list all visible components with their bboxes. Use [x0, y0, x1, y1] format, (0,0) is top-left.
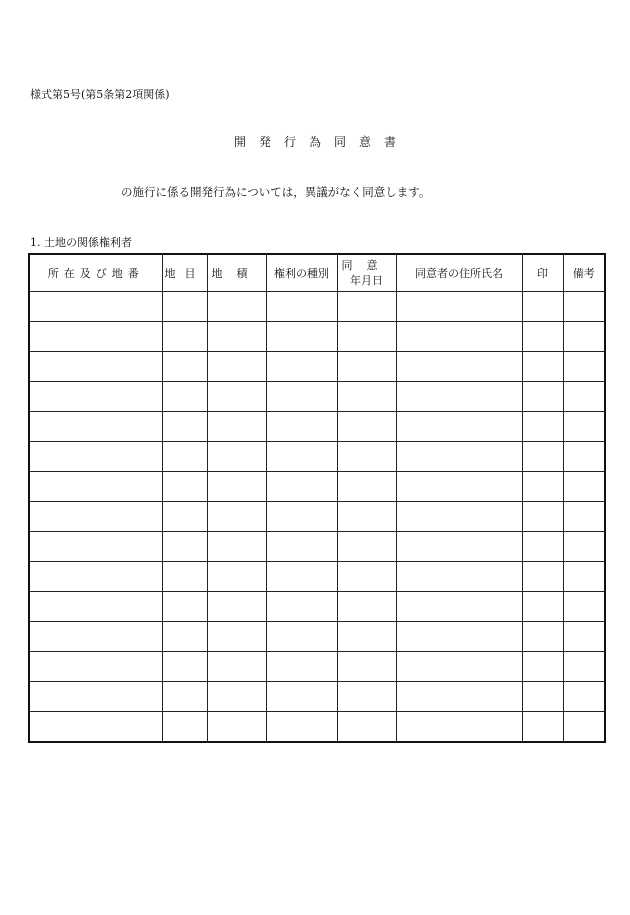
- header-consent-line2: 年月日: [350, 274, 383, 287]
- cell-right-type[interactable]: [266, 352, 337, 382]
- cell-area[interactable]: [207, 652, 266, 682]
- header-right-type: 権利の種別: [266, 254, 337, 292]
- cell-area[interactable]: [207, 622, 266, 652]
- cell-consent-date[interactable]: [337, 712, 396, 743]
- header-seal: 印: [522, 254, 563, 292]
- cell-seal[interactable]: [522, 502, 563, 532]
- cell-location[interactable]: [29, 292, 162, 322]
- cell-consenter[interactable]: [396, 532, 522, 562]
- cell-right-type[interactable]: [266, 622, 337, 652]
- cell-area[interactable]: [207, 502, 266, 532]
- header-consent-date: [337, 254, 396, 292]
- header-remarks: 備考: [563, 254, 605, 292]
- table-row: [29, 292, 605, 322]
- cell-land-category[interactable]: [162, 712, 207, 743]
- cell-right-type[interactable]: [266, 442, 337, 472]
- cell-consenter[interactable]: [396, 352, 522, 382]
- cell-remarks[interactable]: [563, 682, 605, 712]
- table-row: [29, 682, 605, 712]
- cell-area[interactable]: [207, 532, 266, 562]
- cell-right-type[interactable]: [266, 292, 337, 322]
- table-row: [29, 412, 605, 442]
- cell-remarks[interactable]: [563, 412, 605, 442]
- table-row: [29, 532, 605, 562]
- cell-area[interactable]: [207, 592, 266, 622]
- cell-location[interactable]: [29, 412, 162, 442]
- cell-location[interactable]: [29, 622, 162, 652]
- table-row: [29, 352, 605, 382]
- cell-consent-date[interactable]: [337, 682, 396, 712]
- cell-land-category[interactable]: [162, 322, 207, 352]
- cell-seal[interactable]: [522, 292, 563, 322]
- cell-seal[interactable]: [522, 412, 563, 442]
- cell-land-category[interactable]: [162, 562, 207, 592]
- cell-seal[interactable]: [522, 322, 563, 352]
- cell-consenter[interactable]: [396, 652, 522, 682]
- table-row: [29, 502, 605, 532]
- cell-remarks[interactable]: [563, 532, 605, 562]
- cell-remarks[interactable]: [563, 322, 605, 352]
- cell-location[interactable]: [29, 562, 162, 592]
- cell-consent-date[interactable]: [337, 652, 396, 682]
- cell-consenter[interactable]: [396, 322, 522, 352]
- cell-area[interactable]: [207, 382, 266, 412]
- cell-area[interactable]: [207, 442, 266, 472]
- cell-area[interactable]: [207, 292, 266, 322]
- table-row: [29, 592, 605, 622]
- cell-land-category[interactable]: [162, 292, 207, 322]
- cell-remarks[interactable]: [563, 622, 605, 652]
- cell-right-type[interactable]: [266, 682, 337, 712]
- cell-seal[interactable]: [522, 712, 563, 743]
- cell-consenter[interactable]: [396, 472, 522, 502]
- cell-land-category[interactable]: [162, 682, 207, 712]
- cell-seal[interactable]: [522, 532, 563, 562]
- cell-remarks[interactable]: [563, 472, 605, 502]
- cell-area[interactable]: [207, 472, 266, 502]
- cell-consenter[interactable]: [396, 382, 522, 412]
- cell-consent-date[interactable]: [337, 382, 396, 412]
- cell-consenter[interactable]: [396, 682, 522, 712]
- cell-consent-date[interactable]: [337, 502, 396, 532]
- cell-remarks[interactable]: [563, 592, 605, 622]
- cell-consent-date[interactable]: [337, 562, 396, 592]
- cell-seal[interactable]: [522, 652, 563, 682]
- table-header-row: [29, 254, 605, 292]
- cell-right-type[interactable]: [266, 382, 337, 412]
- cell-seal[interactable]: [522, 622, 563, 652]
- cell-right-type[interactable]: [266, 712, 337, 743]
- cell-consenter[interactable]: [396, 412, 522, 442]
- cell-right-type[interactable]: [266, 322, 337, 352]
- cell-location[interactable]: [29, 442, 162, 472]
- cell-area[interactable]: [207, 352, 266, 382]
- cell-location[interactable]: [29, 502, 162, 532]
- cell-consenter[interactable]: [396, 622, 522, 652]
- header-location: 所在及び地番: [29, 254, 162, 292]
- cell-consenter[interactable]: [396, 712, 522, 743]
- cell-remarks[interactable]: [563, 292, 605, 322]
- cell-land-category[interactable]: [162, 382, 207, 412]
- cell-remarks[interactable]: [563, 712, 605, 743]
- consent-statement: の施行に係る開発行為については，異議がなく同意します。: [121, 185, 431, 199]
- cell-seal[interactable]: [522, 592, 563, 622]
- cell-seal[interactable]: [522, 352, 563, 382]
- cell-location[interactable]: [29, 382, 162, 412]
- table-row: [29, 712, 605, 743]
- header-consent-line1: 同意: [341, 259, 392, 272]
- cell-location[interactable]: [29, 712, 162, 743]
- cell-land-category[interactable]: [162, 442, 207, 472]
- cell-right-type[interactable]: [266, 652, 337, 682]
- cell-location[interactable]: [29, 472, 162, 502]
- cell-area[interactable]: [207, 562, 266, 592]
- cell-seal[interactable]: [522, 562, 563, 592]
- cell-consent-date[interactable]: [337, 622, 396, 652]
- cell-area[interactable]: [207, 712, 266, 743]
- cell-remarks[interactable]: [563, 502, 605, 532]
- cell-consent-date[interactable]: [337, 532, 396, 562]
- cell-consenter[interactable]: [396, 442, 522, 472]
- cell-land-category[interactable]: [162, 652, 207, 682]
- table-row: [29, 652, 605, 682]
- cell-right-type[interactable]: [266, 502, 337, 532]
- cell-land-category[interactable]: [162, 532, 207, 562]
- cell-consent-date[interactable]: [337, 592, 396, 622]
- cell-consenter[interactable]: [396, 592, 522, 622]
- cell-land-category[interactable]: [162, 592, 207, 622]
- table-row: [29, 322, 605, 352]
- cell-right-type[interactable]: [266, 532, 337, 562]
- cell-right-type[interactable]: [266, 562, 337, 592]
- section-heading: 1. 土地の関係権利者: [30, 236, 132, 249]
- cell-consent-date[interactable]: [337, 442, 396, 472]
- header-area: 地積: [207, 254, 266, 292]
- cell-location[interactable]: [29, 652, 162, 682]
- cell-consenter[interactable]: [396, 502, 522, 532]
- cell-land-category[interactable]: [162, 622, 207, 652]
- cell-area[interactable]: [207, 322, 266, 352]
- document-title: 開発行為同意書: [233, 135, 409, 149]
- cell-area[interactable]: [207, 412, 266, 442]
- cell-consent-date[interactable]: [337, 412, 396, 442]
- table-row: [29, 442, 605, 472]
- table-body: [29, 292, 605, 743]
- cell-consent-date[interactable]: [337, 322, 396, 352]
- cell-area[interactable]: [207, 682, 266, 712]
- cell-land-category[interactable]: [162, 412, 207, 442]
- cell-right-type[interactable]: [266, 592, 337, 622]
- cell-seal[interactable]: [522, 472, 563, 502]
- cell-remarks[interactable]: [563, 352, 605, 382]
- table-row: [29, 472, 605, 502]
- cell-land-category[interactable]: [162, 472, 207, 502]
- cell-seal[interactable]: [522, 682, 563, 712]
- cell-location[interactable]: [29, 322, 162, 352]
- cell-consenter[interactable]: [396, 292, 522, 322]
- cell-seal[interactable]: [522, 382, 563, 412]
- cell-consent-date[interactable]: [337, 352, 396, 382]
- cell-location[interactable]: [29, 592, 162, 622]
- cell-right-type[interactable]: [266, 472, 337, 502]
- rights-holders-table: [28, 253, 606, 743]
- form-number: 様式第5号(第5条第2項関係): [30, 88, 170, 101]
- table-row: [29, 622, 605, 652]
- cell-land-category[interactable]: [162, 502, 207, 532]
- cell-location[interactable]: [29, 352, 162, 382]
- cell-consenter[interactable]: [396, 562, 522, 592]
- cell-location[interactable]: [29, 532, 162, 562]
- cell-remarks[interactable]: [563, 442, 605, 472]
- cell-consent-date[interactable]: [337, 472, 396, 502]
- header-land-category: 地目: [162, 254, 207, 292]
- cell-right-type[interactable]: [266, 412, 337, 442]
- cell-land-category[interactable]: [162, 352, 207, 382]
- table-row: [29, 382, 605, 412]
- cell-seal[interactable]: [522, 442, 563, 472]
- cell-remarks[interactable]: [563, 382, 605, 412]
- table-row: [29, 562, 605, 592]
- cell-remarks[interactable]: [563, 562, 605, 592]
- cell-consent-date[interactable]: [337, 292, 396, 322]
- header-consenter: 同意者の住所氏名: [396, 254, 522, 292]
- cell-remarks[interactable]: [563, 652, 605, 682]
- cell-location[interactable]: [29, 682, 162, 712]
